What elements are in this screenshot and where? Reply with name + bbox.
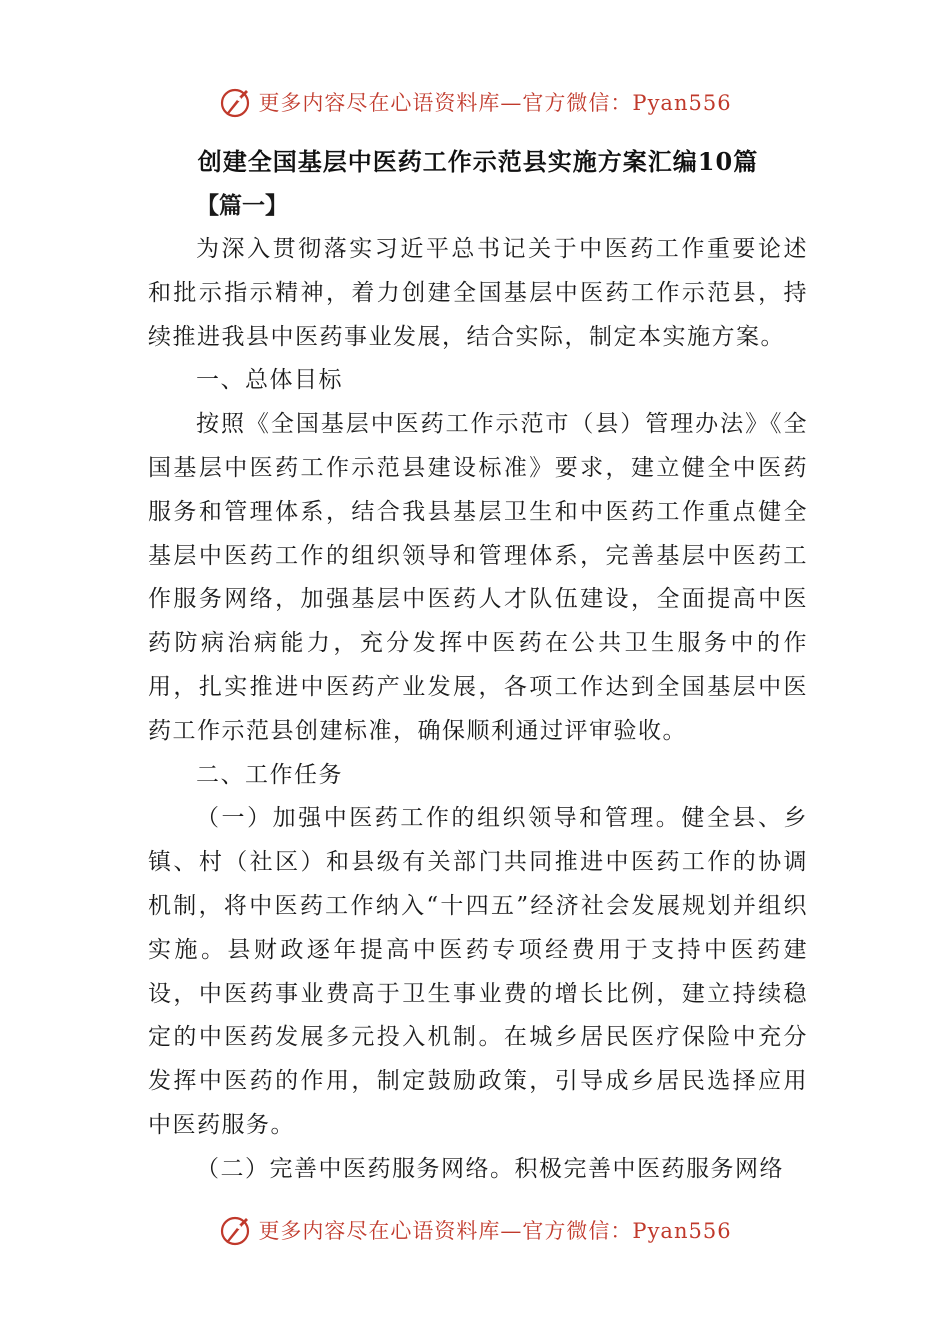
intro-paragraph: 为深入贯彻落实习近平总书记关于中医药工作重要论述和批示指示精神，着力创建全国基层中医药工作示范县，持续推进我县中医药事业发展，结合实际，制定本实施方案。 (148, 236, 808, 350)
heading-overall-goal: 一、总体目标 (196, 367, 343, 394)
document-title: 创建全国基层中医药工作示范县实施方案汇编10篇 (197, 147, 759, 176)
task-1-paragraph: （一）加强中医药工作的组织领导和管理。健全县、乡镇、村（社区）和县级有关部门共同推进中医药工作的协调机制，将中医药工作纳入“十四五”经济社会发展规划并组织实施。县财政逐年提高中医药专项经费用于支持中医药建设，中医药事业费高于卫生事业费的增长比例，建立持续稳定的中医药发展多元投入机制。在城乡居民医疗保险中充分发挥中医药的作用，制定鼓励政策，引导成乡居民选择应用中医药服务。 (148, 805, 808, 1138)
watermark-banner-bottom (0, 1210, 950, 1250)
goal-paragraph: 按照《全国基层中医药工作示范市（县）管理办法》《全国基层中医药工作示范县建设标准》要求，建立健全中医药服务和管理体系，结合我县基层卫生和中医药工作重点健全基层中医药工作的组织领导和管理体系，完善基层中医药工作服务网络，加强基层中医药人才队伍建设，全面提高中医药防病治病能力，充分发挥中医药在公共卫生服务中的作用，扎实推进中医药产业发展，各项工作达到全国基层中医药工作示范县创建标准，确保顺利通过评审验收。 (148, 411, 808, 744)
heading-work-tasks: 二、工作任务 (196, 761, 343, 788)
pen-nib-circle-icon (218, 84, 254, 120)
document-body (148, 140, 808, 1192)
watermark-text: 更多内容尽在心语资料库—官方微信：Pyan556 (258, 1219, 732, 1243)
section-mark: 【篇一】 (196, 192, 288, 219)
task-2-paragraph: （二）完善中医药服务网络。积极完善中医药服务网络 (196, 1155, 784, 1182)
pen-nib-circle-icon (218, 1212, 254, 1248)
watermark-banner-top (0, 82, 950, 122)
watermark-text: 更多内容尽在心语资料库—官方微信：Pyan556 (258, 91, 732, 115)
